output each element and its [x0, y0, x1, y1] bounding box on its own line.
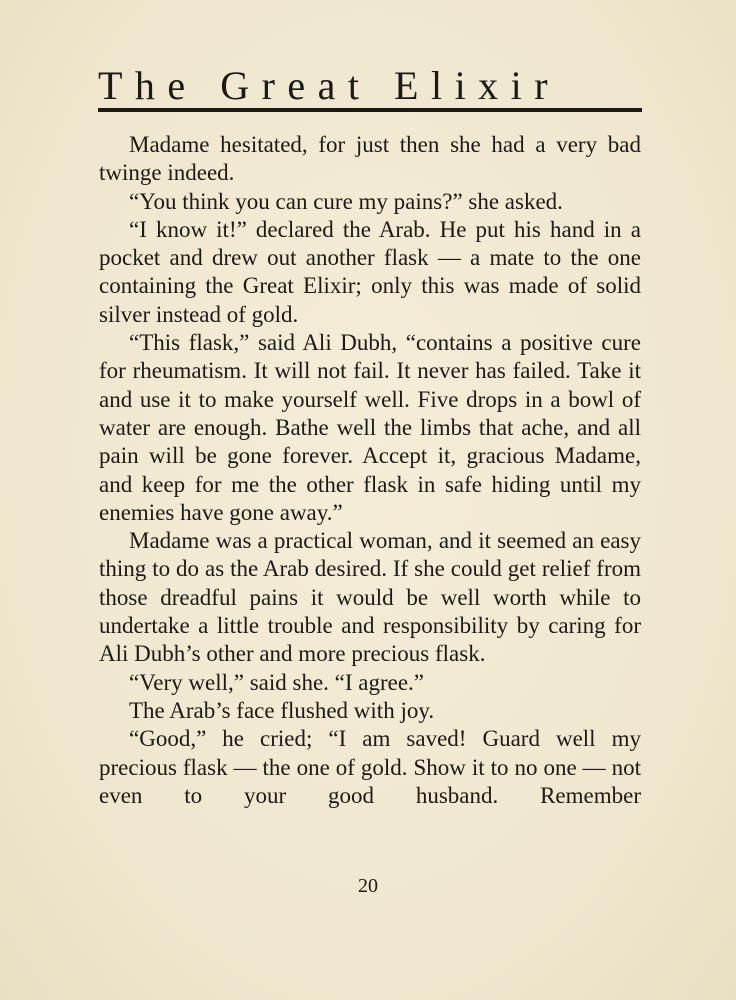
running-head-title: The Great Elixir	[98, 63, 561, 108]
paragraph: “Good,” he cried; “I am saved! Guard well my precious flask — the one of gold. Show it to no one — not even to your good husband. Remember	[99, 726, 641, 808]
paragraph: “This flask,” said Ali Dubh, “contains a positive cure for rheumatism. It will not fail. It never has failed. Take it and use it to make yourself well. Five drops in a bowl of water are enough. Bathe well the limbs that ache, and all pain will be gone forever. Accept it, gracious Madame, and keep for me the other flask in safe hiding until my enemies have gone away.”	[99, 330, 641, 525]
paragraph: “Very well,” said she. “I agree.”	[129, 669, 425, 695]
paragraph: The Arab’s face flushed with joy.	[129, 697, 435, 723]
paragraph: Madame hesitated, for just then she had a very bad twinge indeed.	[99, 132, 641, 186]
header-rule	[98, 108, 642, 112]
paragraph: “I know it!” declared the Arab. He put his hand in a pocket and drew out another flask — a mate to the one containing the Great Elixir; only this was made of solid silver instead of gold.	[99, 216, 641, 327]
paragraph: “You think you can cure my pains?” she asked.	[129, 188, 563, 214]
paragraph: Madame was a practical woman, and it seemed an easy thing to do as the Arab desired. If she could get relief from those dreadful pains it would be well worth while to undertake a little trouble and responsibility by caring for Ali Dubh’s other and more precious flask.	[99, 528, 641, 667]
body-text	[99, 131, 641, 810]
page-number: 20	[358, 875, 378, 897]
